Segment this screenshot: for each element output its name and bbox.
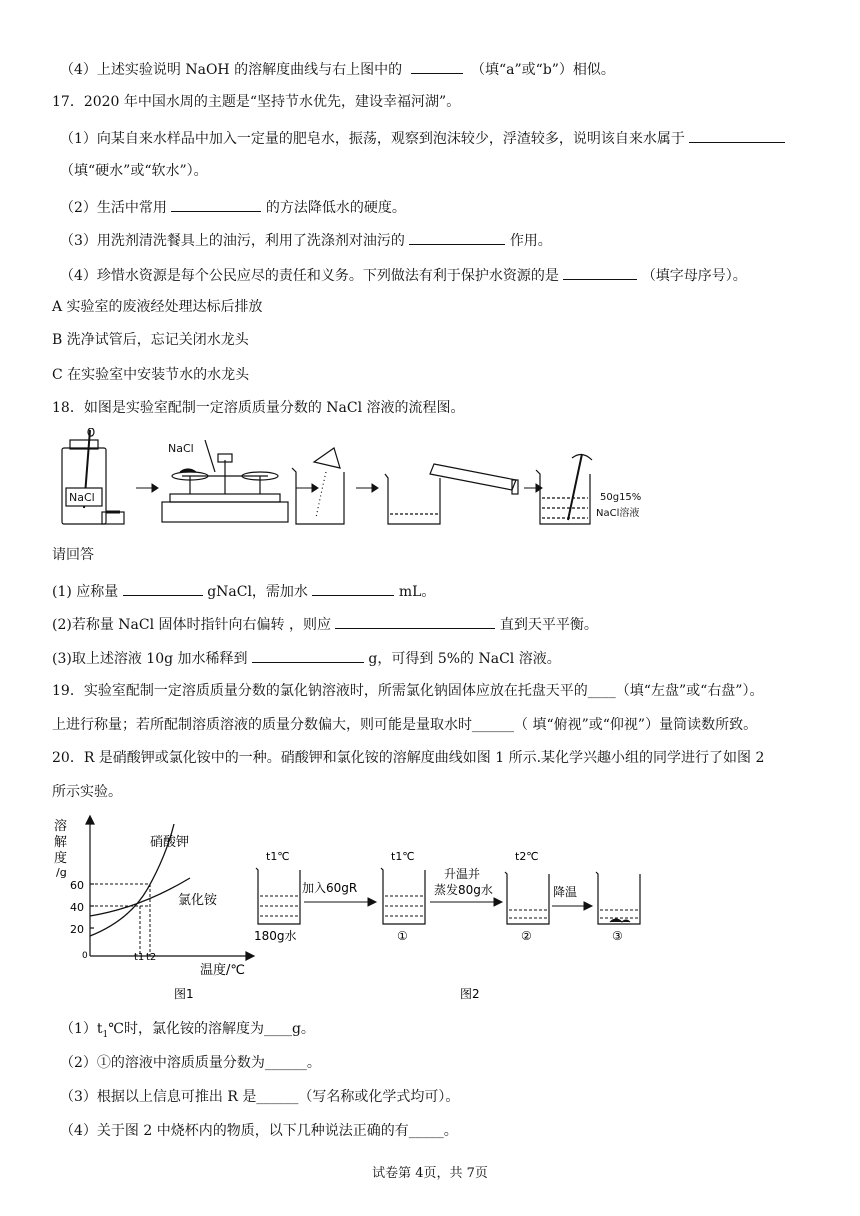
q19-line1: 19．实验室配制一定溶质质量分数的氯化钠溶液时，所需氯化钠固体应放在托盘天平的____（填“左盘”或“右盘”）。 (52, 683, 764, 699)
answer-blank[interactable] (409, 229, 505, 245)
beaker2-label: ② (521, 929, 532, 943)
solubility-curve-figure (50, 812, 260, 1008)
q20-part2: （2）①的溶液中溶质质量分数为______。 (60, 1055, 321, 1071)
q17-part3-pre: （3）用洗剂清洗餐具上的油污，利用了洗涤剂对油污的 (60, 233, 405, 249)
reagent-bottle-icon (62, 428, 124, 524)
figure2-caption: 图2 (460, 987, 480, 1001)
kno3-label: 硝酸钾 (150, 835, 190, 850)
ytick-60: 60 (70, 879, 84, 892)
arrow-icon (430, 898, 502, 906)
arrow-icon (552, 902, 592, 910)
arrow-icon (304, 898, 376, 906)
q17-part4-pre: （4）珍惜水资源是每个公民应尽的责任和义务。下列做法有利于保护水资源的是 (60, 268, 559, 284)
beaker-2 (505, 872, 549, 924)
page-footer: 试卷第 4页，共 7页 (372, 1166, 488, 1181)
beaker1-label: ① (397, 929, 408, 943)
answer-blank[interactable] (312, 580, 394, 596)
q17-part4-post: （填字母序号）。 (641, 268, 747, 284)
q16-part4-post: （填“a”或“b”）相似。 (471, 62, 615, 78)
beaker2-temp: t2℃ (515, 850, 539, 863)
nh4cl-label: 氯化铵 (178, 893, 218, 908)
q17-option-c: C 在实验室中安装节水的水龙头 (52, 367, 250, 383)
q18-stem: 18．如图是实验室配制一定溶质质量分数的 NaCl 溶液的流程图。 (52, 400, 465, 416)
q17-part2-post: 的方法降低水的硬度。 (265, 200, 406, 216)
xtick-t1: t1 (134, 952, 145, 963)
nacl-procedure-figure (50, 428, 670, 536)
q18-part1-b: gNaCl，需加水 (207, 584, 308, 600)
crystal-precipitate (610, 919, 630, 922)
arrow1-label: 加入60gR (302, 881, 358, 895)
q18-prompt: 请回答 (52, 547, 94, 563)
q20-part4: （4）关于图 2 中烧杯内的物质，以下几种说法正确的有_____。 (60, 1123, 458, 1139)
arrow-icon (524, 484, 542, 492)
q20-part1-sub: 1 (102, 1029, 109, 1040)
q18-part3-pre: (3)取上述溶液 10g 加水稀释到 (52, 651, 248, 667)
solution-label-1: 50g15% (600, 492, 642, 503)
q20-part1-post: ℃时，氯化铵的溶解度为____g。 (108, 1021, 315, 1037)
q17-option-a: A 实验室的废液经处理达标后排放 (52, 299, 263, 315)
q18-part3 (52, 647, 561, 669)
arrow-icon (136, 484, 158, 492)
q18-part3-post: g，可得到 5%的 NaCl 溶液。 (368, 651, 561, 667)
balance-label: NaCl (168, 442, 194, 455)
answer-blank[interactable] (411, 58, 463, 74)
ylabel-char-1: 溶 (54, 819, 68, 834)
q18-part1 (52, 580, 435, 602)
q18-part2-pre: (2)若称量 NaCl 固体时指针向右偏转 ，则应 (52, 617, 331, 633)
q17-part1-cont: （填“硬水”或“软水”）。 (60, 163, 208, 179)
beaker-rod-icon (536, 454, 592, 524)
q17-part1 (60, 127, 785, 149)
arrow-icon (356, 484, 378, 492)
q17-part4 (60, 264, 747, 286)
answer-blank[interactable] (563, 264, 637, 280)
q20-part3: （3）根据以上信息可推出 R 是______（写名称或化学式均可）。 (60, 1089, 460, 1105)
q17-part2-pre: （2）生活中常用 (60, 200, 167, 216)
arrow-icon (296, 484, 318, 492)
ytick-20: 20 (70, 923, 84, 936)
q20-line1: 20．R 是硝酸钾或氯化铵中的一种。硝酸钾和氯化铵的溶解度曲线如图 1 所示.某化学兴趣小组的同学进行了如图 2 (52, 750, 765, 766)
beaker-cylinder-icon (385, 464, 518, 524)
answer-blank[interactable] (123, 580, 203, 596)
answer-blank[interactable] (252, 647, 364, 663)
beaker3-label: ③ (612, 929, 623, 943)
xtick-t2: t2 (146, 952, 157, 963)
q17-stem: 17．2020 年中国水周的主题是“坚持节水优先，建设幸福河湖”。 (52, 94, 461, 110)
q18-part1-c: mL。 (398, 584, 436, 600)
ylabel-char-2: 解 (54, 835, 68, 850)
q20-line2: 所示实验。 (52, 784, 122, 800)
q20-part1-pre: （1）t (60, 1021, 103, 1037)
q18-part2-post: 直到天平平衡。 (499, 617, 598, 633)
q18-part1-a: (1) 应称量 (52, 584, 119, 600)
beaker-experiment-figure (250, 840, 660, 1008)
q17-part3-post: 作用。 (509, 233, 552, 249)
beaker0-temp: t1℃ (266, 850, 290, 863)
answer-blank[interactable] (171, 196, 261, 212)
answer-blank[interactable] (689, 127, 785, 143)
xlabel: 温度/℃ (200, 963, 245, 978)
bottle-label: NaCl (69, 491, 95, 504)
q20-part1 (60, 1019, 315, 1045)
arrow2-label-a: 升温并 (444, 867, 481, 881)
solution-label-2: NaCl溶液 (596, 508, 640, 519)
beaker0-label: 180g水 (254, 929, 297, 943)
arrow3-label: 降温 (553, 885, 578, 899)
q18-part2 (52, 613, 598, 635)
ytick-40: 40 (70, 901, 84, 914)
q17-part3 (60, 229, 552, 251)
ylabel-unit: /g (56, 866, 67, 879)
q17-part1-pre: （1）向某自来水样品中加入一定量的肥皂水，振荡，观察到泡沫较少，浮渣较多，说明该自来水属于 (60, 131, 685, 147)
figure1-caption: 图1 (174, 987, 194, 1001)
origin-label: 0 (82, 951, 88, 961)
ylabel-char-3: 度 (54, 851, 68, 866)
beaker-3 (596, 872, 640, 924)
q17-part2 (60, 196, 406, 218)
q16-part4 (60, 58, 615, 80)
q19-line2: 上进行称量；若所配制溶质溶液的质量分数偏大，则可能是量取水时______（ 填“俯视”或“仰视”）量筒读数所致。 (52, 717, 758, 733)
arrow2-label-b: 蒸发80g水 (434, 883, 493, 897)
beaker-icon (292, 448, 344, 524)
beaker1-temp: t1℃ (391, 850, 415, 863)
q17-option-b: B 洗净试管后，忘记关闭水龙头 (52, 332, 249, 348)
answer-blank[interactable] (335, 613, 495, 629)
q16-part4-pre: （4）上述实验说明 NaOH 的溶解度曲线与右上图中的 (60, 62, 403, 78)
